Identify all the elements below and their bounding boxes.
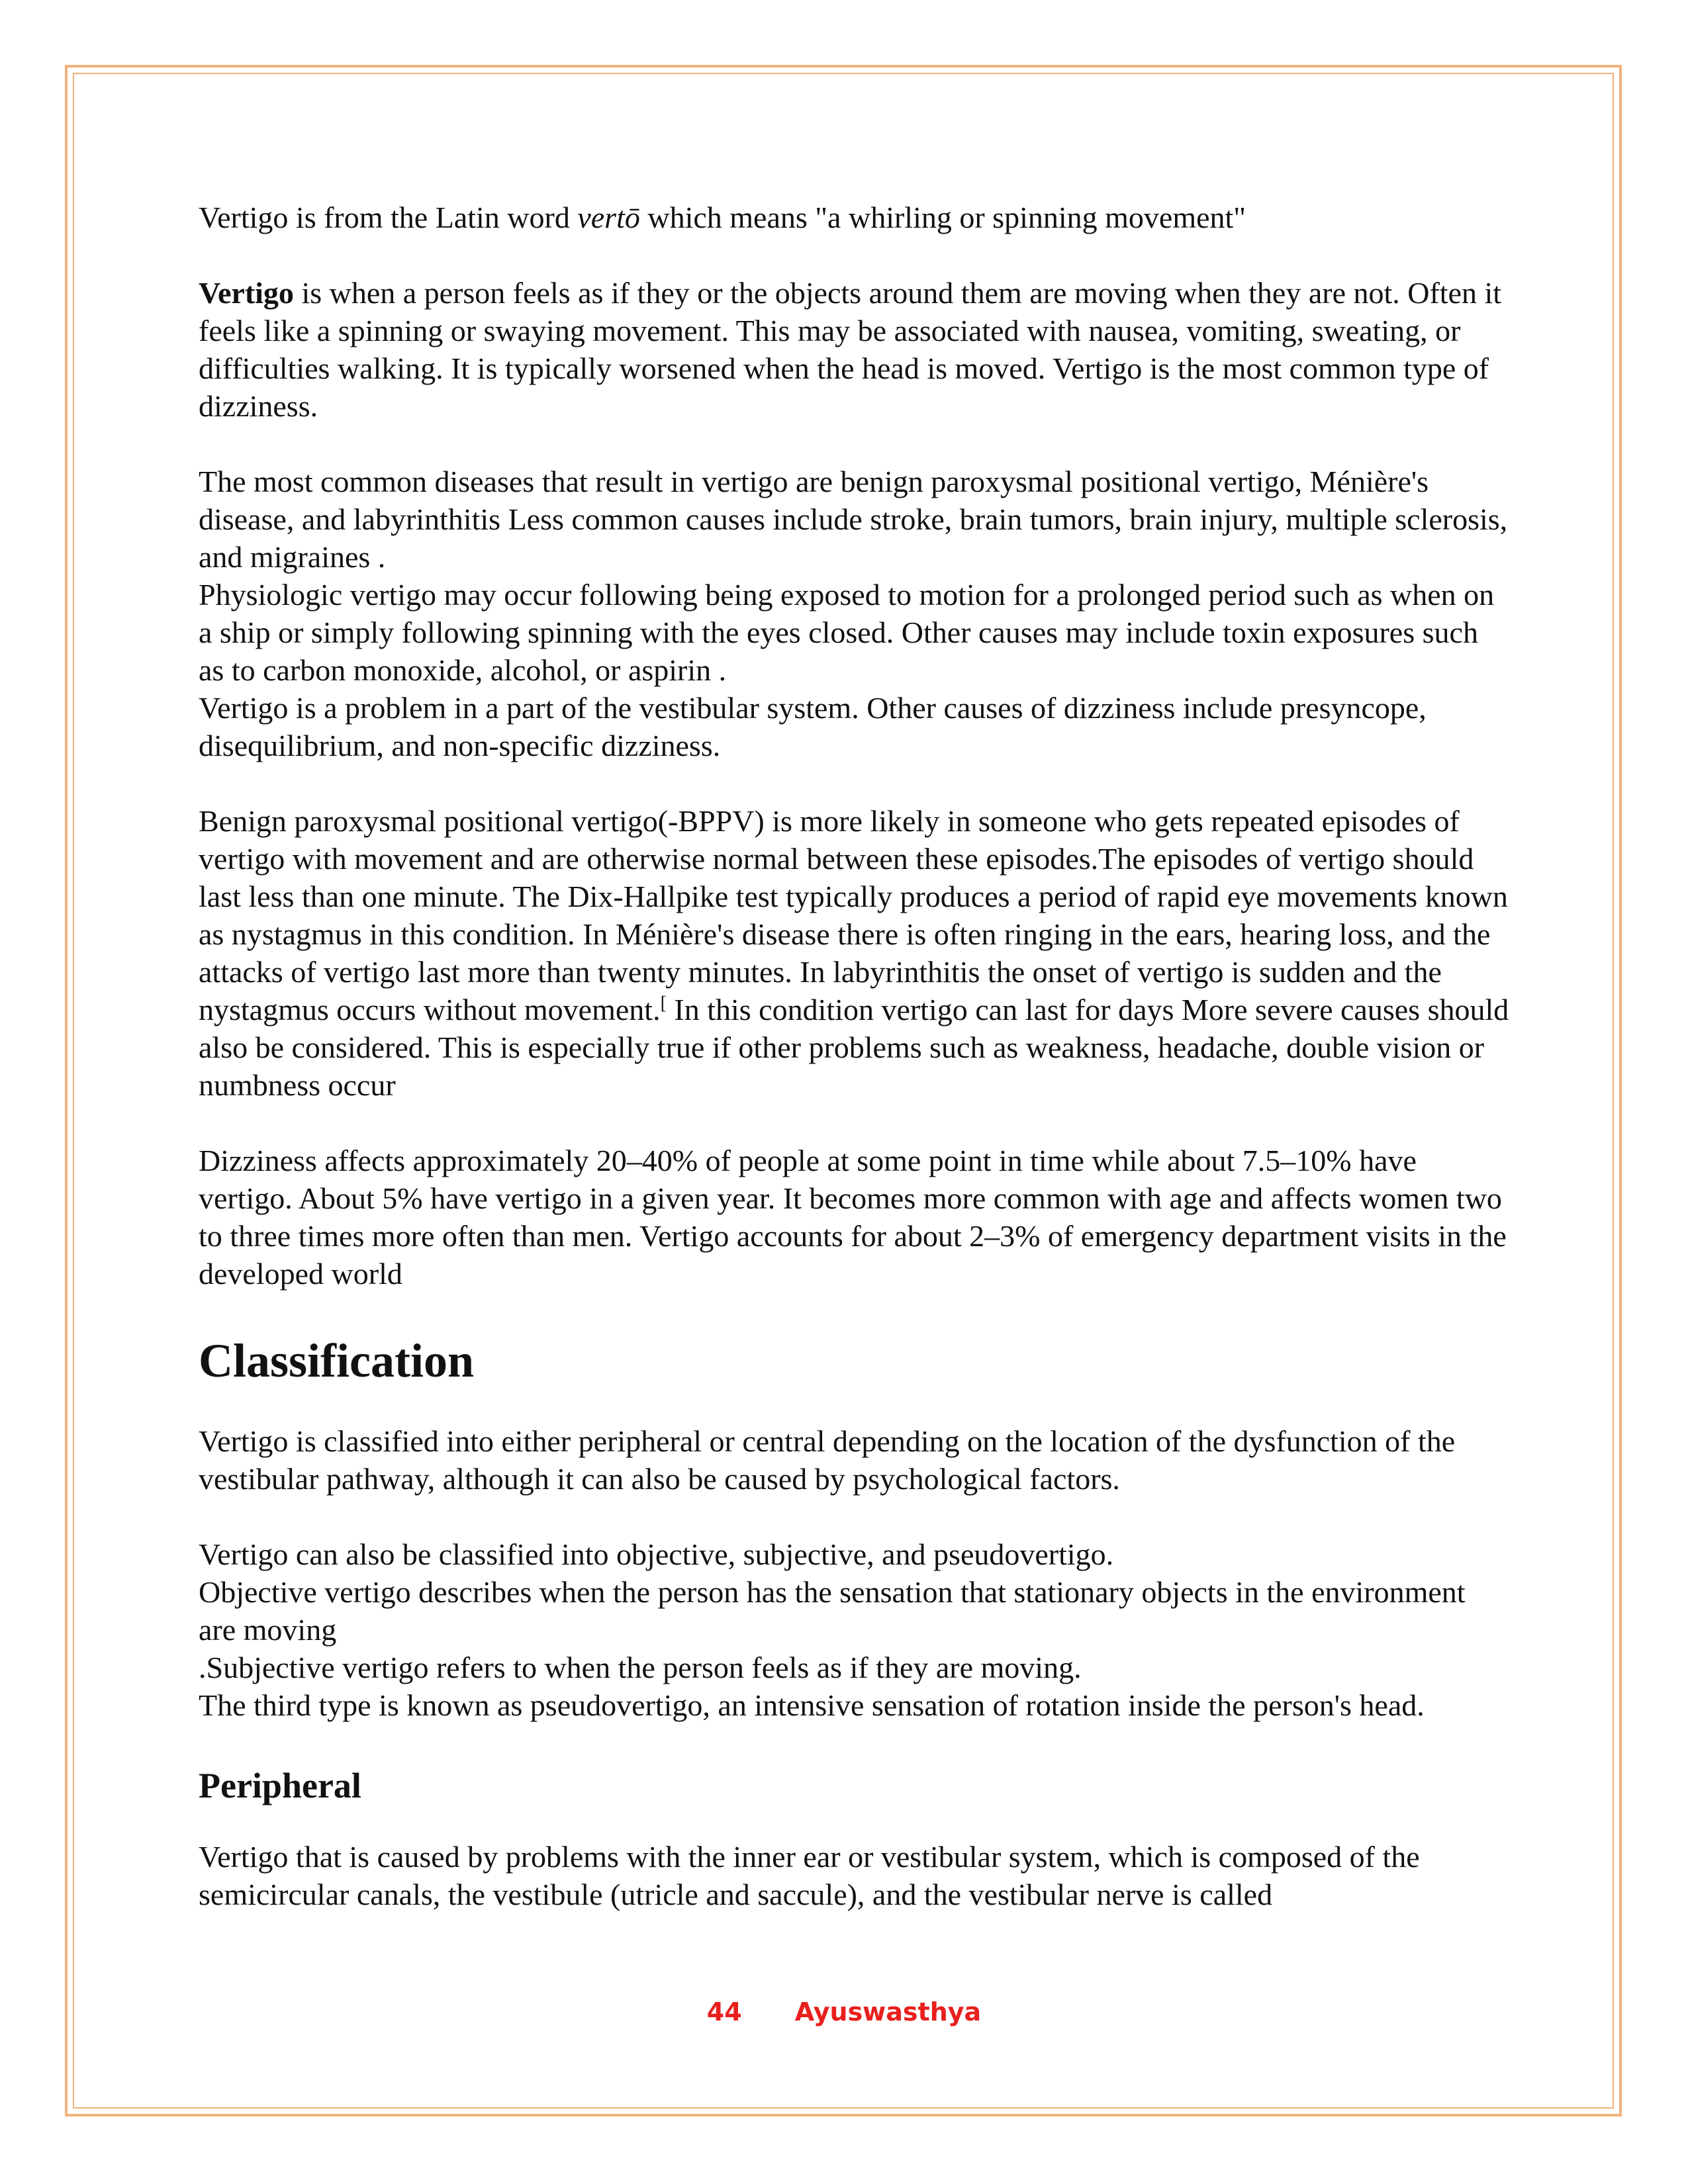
definition-text: is when a person feels as if they or the objects around them are moving when they are not. Often it feels like a spinning or swaying movement. This may be associated with nausea, vomiting, sweating, or difficulties walking. It is typically worsened when the head is moved. Vertigo is the most common type of dizziness. — [199, 276, 1502, 423]
bppv-text-start: Benign paroxysmal positional vertigo(-BPPV) is more likely in someone who gets repeated episodes of vertigo with movement and are otherwise normal between these episodes.The episodes of vertigo should last less than one minute. The Dix-Hallpike test typically produces a period of rapid eye movements known as nystagmus in this condition. In Ménière's disease there is often ringing in the ears, hearing loss, and the attacks of vertigo last more than twenty minutes. In labyrinthitis the onset of vertigo is sudden and the nystagmus occurs without movement. — [199, 804, 1508, 1026]
peripheral-paragraph: Vertigo that is caused by problems with the inner ear or vestibular system, which is composed of the semicircular canals, the vestibule (utricle and saccule), and the vestibular nerve is called — [199, 1840, 1420, 1911]
page-footer — [0, 1997, 1688, 2026]
latin-word: vertō — [577, 201, 640, 234]
citation-mark: [ — [660, 993, 667, 1014]
definition-paragraph — [199, 274, 1509, 425]
page-number: 44 — [706, 1997, 742, 2026]
types-paragraph: Vertigo can also be classified into objective, subjective, and pseudovertigo. — [199, 1537, 1114, 1571]
classification-heading: Classification — [199, 1334, 475, 1387]
page-content — [199, 199, 1509, 1913]
causes-paragraph: The most common diseases that result in vertigo are benign paroxysmal positional vertigo, Ménière's disease, and labyrinthitis Less common causes include stroke, brain tumors, brain injury, multiple sclerosis, and migraines . — [199, 465, 1508, 574]
definition-term: Vertigo — [199, 276, 294, 310]
intro-text-start: Vertigo is from the Latin word — [199, 201, 578, 234]
bppv-paragraph — [199, 802, 1509, 1104]
intro-paragraph — [199, 199, 1509, 236]
bppv-text-end: In this condition vertigo can last for days More severe causes should also be considered. This is especially true if other problems such as weakness, headache, double vision or numbness occur — [199, 993, 1509, 1102]
pseudovertigo-paragraph: The third type is known as pseudovertigo, an intensive sensation of rotation inside the person's head. — [199, 1688, 1425, 1722]
intro-text-end: which means "a whirling or spinning movement" — [639, 201, 1246, 234]
physiologic-paragraph: Physiologic vertigo may occur following being exposed to motion for a prolonged period such as when on a ship or simply following spinning with the eyes closed. Other causes may include toxin exposures such as to carbon monoxide, alcohol, or aspirin . — [199, 578, 1495, 687]
subjective-paragraph: .Subjective vertigo refers to when the person feels as if they are moving. — [199, 1651, 1082, 1684]
epidemiology-paragraph: Dizziness affects approximately 20–40% of people at some point in time while about 7.5–10% have vertigo. About 5% have vertigo in a given year. It becomes more common with age and affects women two to three times more often than men. Vertigo accounts for about 2–3% of emergency department visits in the developed world — [199, 1144, 1507, 1291]
publication-title: Ayuswasthya — [794, 1997, 982, 2026]
classified-paragraph: Vertigo is classified into either peripheral or central depending on the location of the dysfunction of the vestibular pathway, although it can also be caused by psychological factors. — [199, 1424, 1456, 1496]
vestibular-paragraph: Vertigo is a problem in a part of the vestibular system. Other causes of dizziness include presyncope, disequilibrium, and non-specific dizziness. — [199, 691, 1427, 762]
objective-paragraph: Objective vertigo describes when the person has the sensation that stationary objects in the environment are moving — [199, 1575, 1466, 1647]
peripheral-heading: Peripheral — [199, 1766, 361, 1805]
